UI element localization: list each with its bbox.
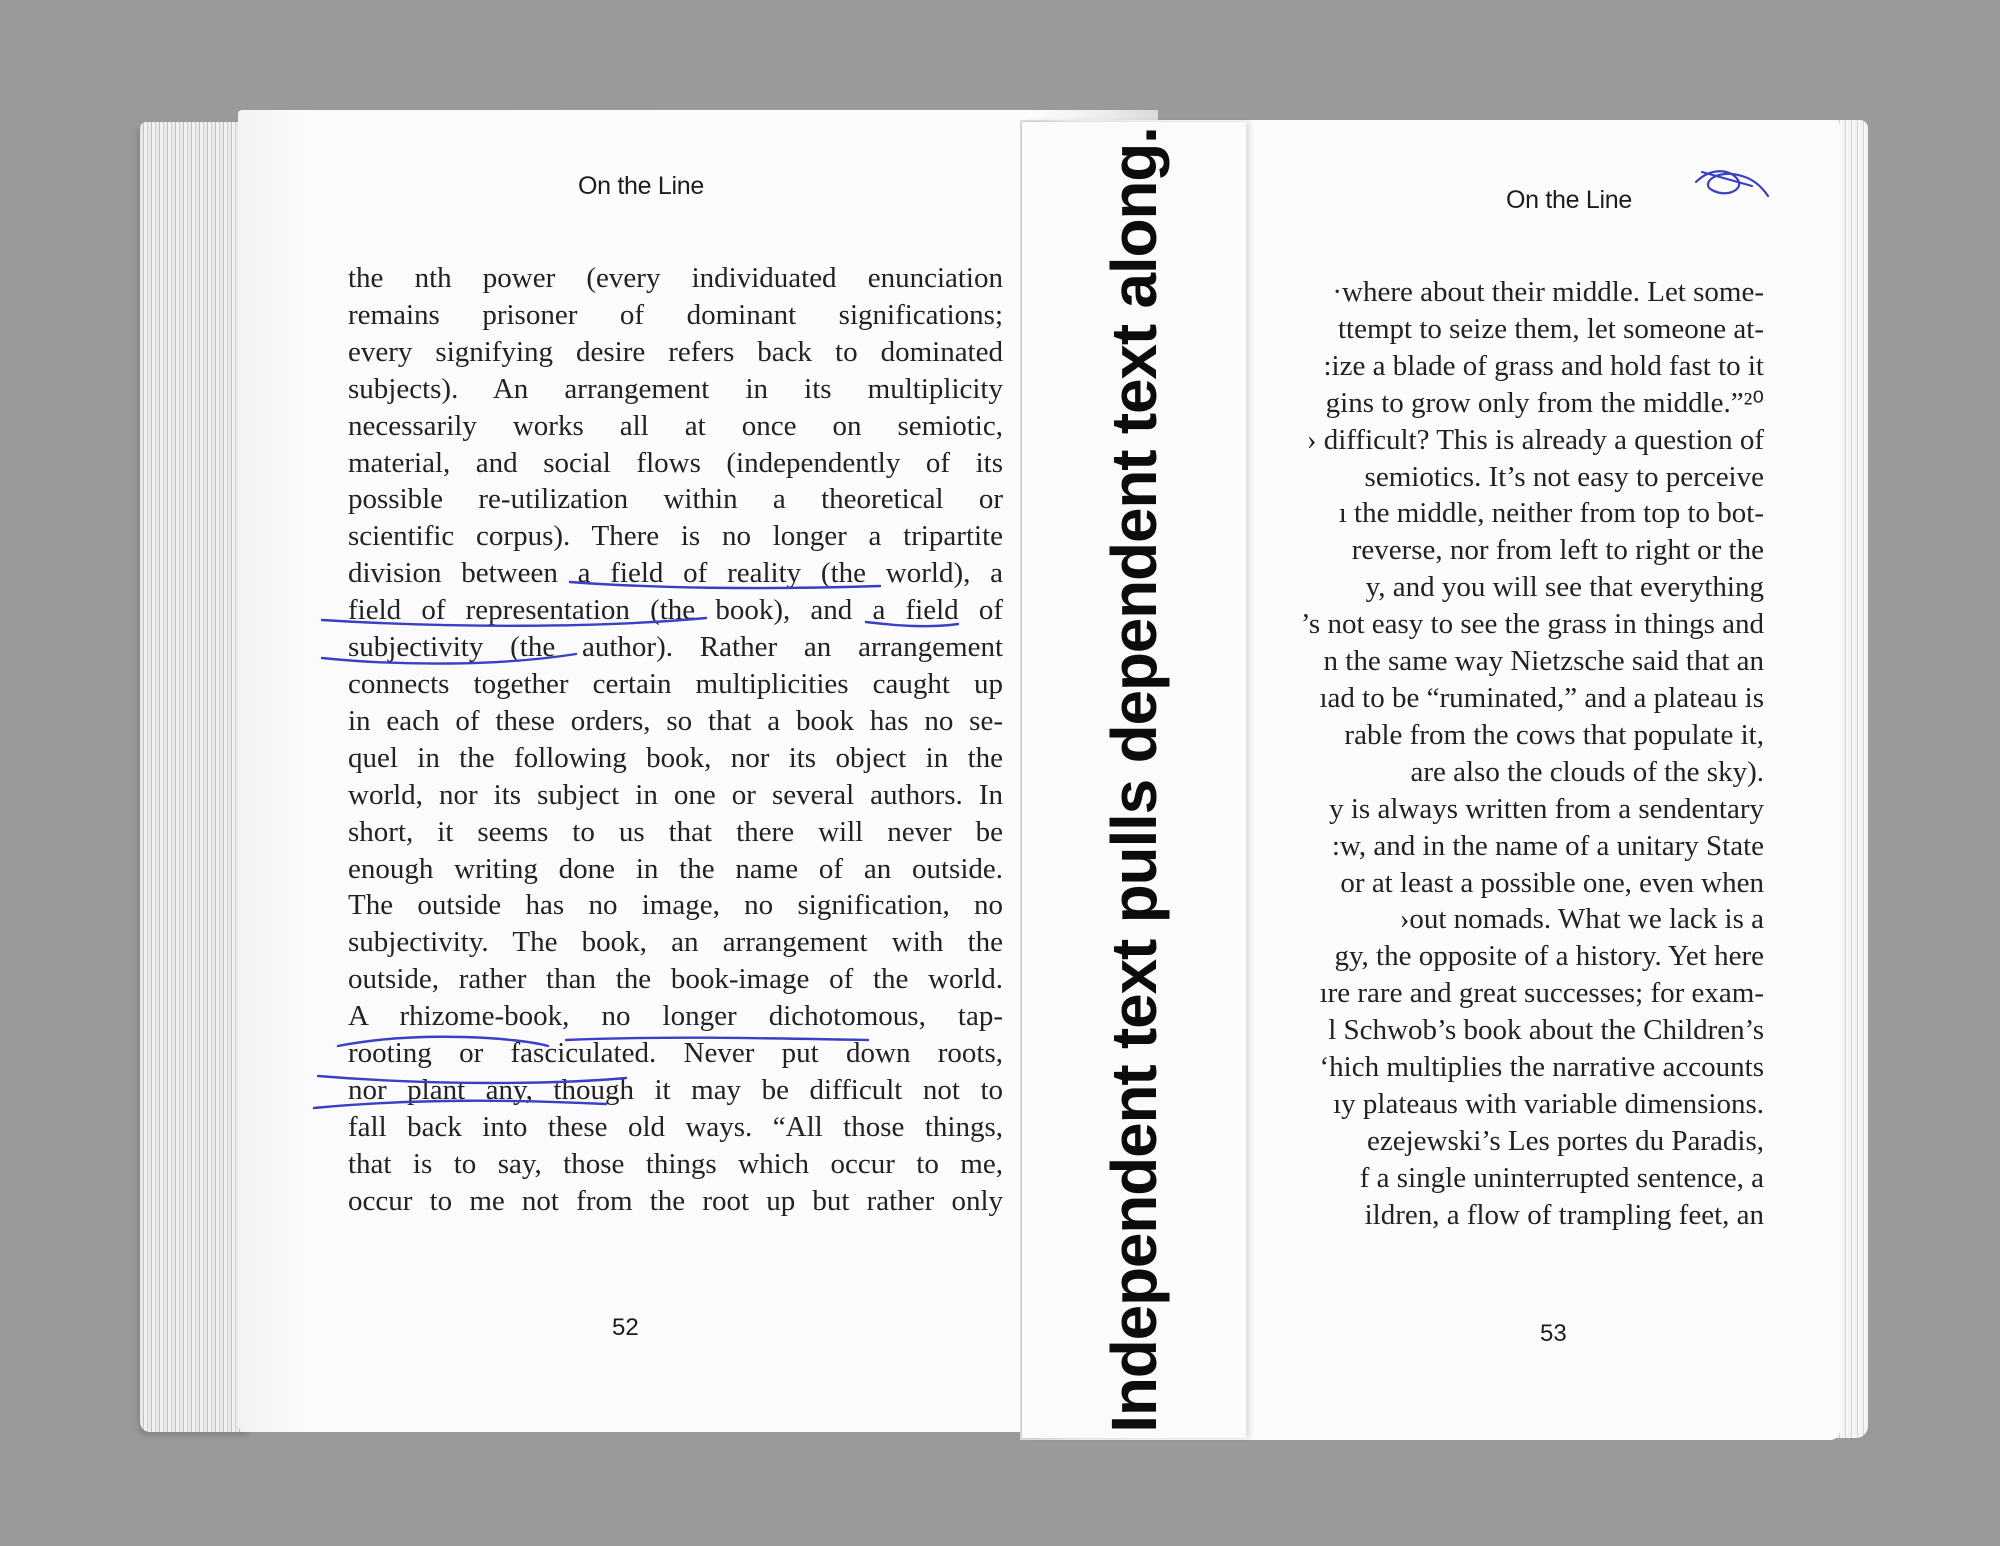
right-page-text-line: ›out nomads. What we lack is a: [1399, 903, 1764, 936]
left-page-text-line: The outside has no image, no signification, no: [348, 889, 1003, 922]
left-page-text-line: outside, rather than the book-image of the world.: [348, 963, 1003, 996]
left-page-text-line: quel in the following book, nor its object in the: [348, 741, 1003, 774]
right-page-text-line: › difficult? This is already a question of: [1306, 423, 1764, 456]
bookmark-band: [1022, 122, 1246, 1438]
right-page-text-line: ·where about their middle. Let some-: [1332, 276, 1764, 308]
right-page-text-line: l Schwob’s book about the Children’s: [1328, 1014, 1764, 1047]
left-page-text-line: scientific corpus). There is no longer a tripartite: [348, 520, 1003, 553]
left-page-text-line: occur to me not from the root up but rather only: [348, 1184, 1003, 1217]
right-page-text-line: ‘hich multiplies the narrative accounts: [1319, 1051, 1764, 1084]
left-page-text-line: field of representation (the book), and a field of: [348, 594, 1003, 627]
left-running-head: On the Line: [578, 172, 704, 200]
right-page-text-line: or at least a possible one, even when: [1340, 866, 1764, 899]
right-page-text-line: rable from the cows that populate it,: [1344, 718, 1764, 751]
left-page-text-line: fall back into these old ways. “All those things,: [348, 1110, 1003, 1143]
right-page-text-line: ıad to be “ruminated,” and a plateau is: [1319, 681, 1764, 714]
left-page-text-line: enough writing done in the name of an outside.: [348, 852, 1003, 885]
left-page-text-line: necessarily works all at once on semiotic,: [348, 409, 1003, 442]
right-running-head: On the Line: [1506, 186, 1632, 214]
left-page-text-line: every signifying desire refers back to dominated: [348, 335, 1003, 368]
left-page-text-line: subjects). An arrangement in its multiplicity: [348, 372, 1003, 405]
right-page-text-line: semiotics. It’s not easy to perceive: [1364, 460, 1764, 493]
right-page-text-line: :w, and in the name of a unitary State: [1331, 829, 1764, 862]
right-page-text-line: :ize a blade of grass and hold fast to it: [1323, 349, 1764, 382]
left-page-text-line: remains prisoner of dominant significations;: [348, 298, 1003, 331]
left-page-number: 52: [612, 1314, 639, 1341]
right-page-text-line: ıy plateaus with variable dimensions.: [1333, 1087, 1764, 1120]
left-page-text-line: that is to say, those things which occur to me,: [348, 1147, 1003, 1180]
right-page-text-line: gins to grow only from the middle.”²⁰: [1325, 386, 1764, 419]
band-slogan: Independent text pulls dependent text along.: [1098, 127, 1170, 1433]
left-page-text-line: world, nor its subject in one or several authors. In: [348, 778, 1003, 811]
left-page-text-line: nor plant any, though it may be difficult not to: [348, 1073, 1003, 1106]
right-page-number: 53: [1540, 1320, 1567, 1347]
left-page-edges: [140, 122, 250, 1432]
left-page-text-line: division between a field of reality (the world), a: [348, 557, 1003, 590]
right-page-text-line: reverse, nor from left to right or the: [1351, 534, 1764, 567]
right-page-text-line: ttempt to seize them, let someone at-: [1337, 312, 1764, 345]
right-page-text-line: gy, the opposite of a history. Yet here: [1334, 940, 1764, 973]
open-book: [140, 108, 1876, 1440]
right-body-text: [1246, 274, 1764, 1234]
right-page-text-line: ıre rare and great successes; for exam-: [1319, 977, 1764, 1010]
left-page-text-line: subjectivity. The book, an arrangement with the: [348, 926, 1003, 959]
left-page-text-line: connects together certain multiplicities caught up: [348, 667, 1003, 700]
right-page-text-line: are also the clouds of the sky).: [1410, 755, 1764, 788]
right-page-text-line: ı the middle, neither from top to bot-: [1338, 497, 1764, 530]
left-body-text: [348, 260, 1003, 1220]
left-page-text-line: rooting or fasciculated. Never put down roots,: [348, 1037, 1003, 1070]
left-page-text-line: possible re-utilization within a theoretical or: [348, 483, 1003, 516]
left-page-text-line: material, and social flows (independently of its: [348, 446, 1003, 479]
right-page-text-line: f a single uninterrupted sentence, a: [1359, 1161, 1764, 1194]
right-page-text-line: y is always written from a sendentary: [1329, 792, 1764, 825]
right-page-text-line: ’s not easy to see the grass in things and: [1300, 608, 1764, 641]
left-page-text-line: short, it seems to us that there will never be: [348, 815, 1003, 848]
right-page-text-line: ezejewski’s Les portes du Paradis,: [1366, 1124, 1764, 1157]
left-page-text-line: A rhizome-book, no longer dichotomous, tap-: [348, 1000, 1003, 1033]
right-page-text-line: y, and you will see that everything: [1365, 571, 1764, 604]
right-page-text-line: ildren, a flow of trampling feet, an: [1364, 1198, 1764, 1231]
left-page-text-line: subjectivity (the author). Rather an arrangement: [348, 631, 1003, 664]
left-page-text-line: in each of these orders, so that a book has no se-: [348, 704, 1003, 737]
right-page-text-line: n the same way Nietzsche said that an: [1323, 645, 1764, 678]
left-page-text-line: the nth power (every individuated enunciation: [348, 262, 1003, 294]
